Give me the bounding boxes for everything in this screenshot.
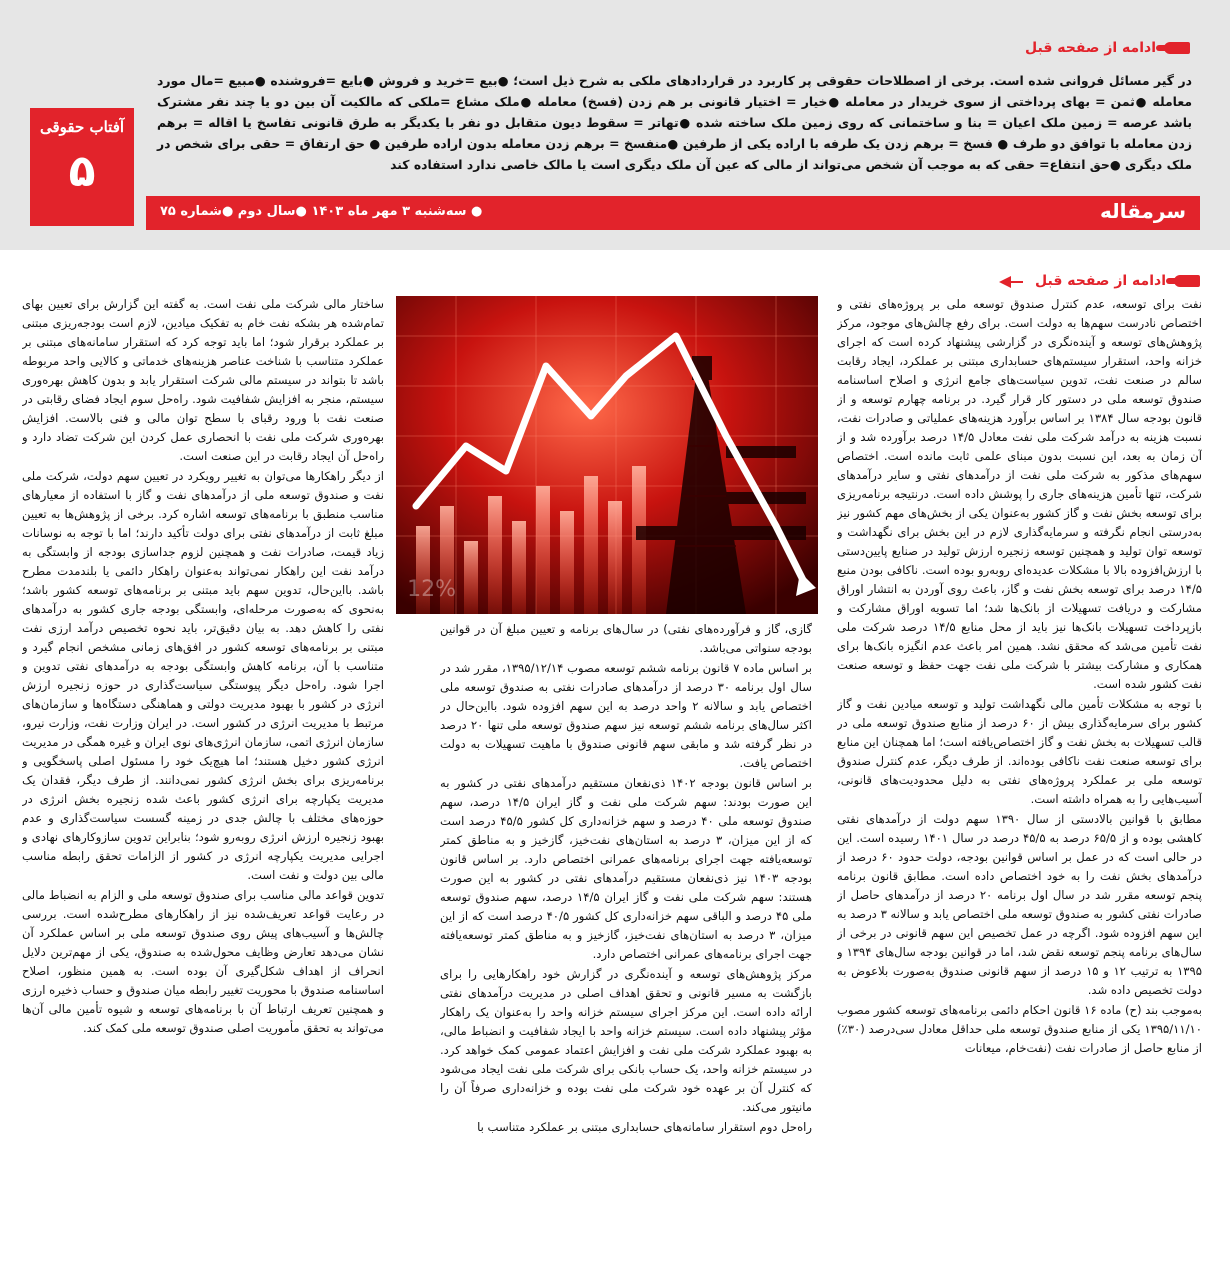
paragraph: بر اساس ماده ۷ قانون برنامه ششم توسعه مصوب ۱۳۹۵/۱۲/۱۴، مقرر شد در سال اول برنامه ۳۰ درصد از درآمدهای صادرات نفتی به صندوق توسعه ملی اختصاص یابد و سالانه ۲ واحد درصد به این سهم افزوده شود. بااین‌حال در اکثر سال‌های برنامه ششم توسعه نیز سهم صندوق توسعه ملی تنها ۲۰ درصد در نظر گرفته شد و مابقی سهم قانونی صندوق با ماهیت تسهیلات به دولت اختصاص یافت. — [440, 661, 812, 770]
pointing-hand-icon — [1174, 275, 1200, 287]
paragraph: بر اساس قانون بودجه ۱۴۰۲ ذی‌نفعان مستقیم درآمدهای نفتی در کشور به این صورت بودند: سهم شرکت ملی نفت و گاز ایران ۱۴/۵ درصد، سهم صندوق توسعه ملی ۴۰ درصد و سهم خزانه‌داری کل کشور ۴۵/۵ درصد است که از این میزان، ۳ درصد به استان‌های نفت‌خیز، گازخیز و به مناطق کمتر توسعه‌یافته جهت اجرای برنامه‌های عمرانی اختصاص دارد. بر اساس قانون بودجه ۱۴۰۳ نیز ذی‌نفعان مستقیم درآمدهای نفتی در کشور به این صورت هستند: سهم شرکت ملی نفت و گاز ایران ۱۴/۵ درصد، سهم صندوق توسعه ملی ۴۵ درصد و الباقی سهم خزانه‌داری کل کشور ۴۰/۵ درصد است که از این میزان، ۳ درصد به استان‌های نفت‌خیز، گازخیز و به مناطق کمتر توسعه‌یافته جهت اجرای برنامه‌های عمرانی اختصاص دارد. — [440, 776, 812, 961]
article-column-left — [22, 295, 384, 1277]
arrow-left-icon — [999, 276, 1011, 288]
issue-date: ● سه‌شنبه ۳ مهر ماه ۱۴۰۳ ●سال دوم ●شماره ۷۵ — [160, 204, 483, 219]
body-continued-label: ادامه از صفحه قبل — [1035, 273, 1166, 289]
header-band — [0, 0, 1230, 250]
photo-overlay-text: 12% — [407, 577, 456, 602]
paragraph: با توجه به مشکلات تأمین مالی نگهداشت تولید و توسعه میادین نفت و گاز کشور برای سرمایه‌گذاری بیش از ۶۰ درصد از منابع صندوق توسعه ملی در قالب تسهیلات به بخش نفت و گاز اختصاص‌یافته است؛ اما همچنان این منابع برای توسعه صنعت نفت ناکافی بوده‌اند. از طرف دیگر، عدم کنترل صندوق توسعه ملی بر عملکرد پروژه‌های نفتی به دلیل محدودیت‌های قانونی، آسیب‌هایی را به همراه داشته است. — [837, 697, 1202, 806]
section-title: سرمقاله — [1099, 199, 1186, 223]
paragraph: به‌موجب بند (ح) ماده ۱۶ قانون احکام دائمی برنامه‌های توسعه کشور مصوب ۱۳۹۵/۱۱/۱۰ یکی از منابع صندوق توسعه ملی حداقل معادل سی‌درصد (۳۰٪) از منابع حاصل از صادرات نفت (نفت‌خام، میعانات — [837, 1003, 1202, 1055]
page-number: ۵ — [68, 145, 96, 197]
legal-glossary: در گیر مسائل فروانی شده است. برخی از اصطلاحات حقوقی پر کاربرد در قراردادهای ملکی به شرح ذیل است؛ ●بیع =خرید و فروش ●بایع =فروشنده ●مبیع =مال مورد معامله ●ثمن = بهای پرداختی از سوی خریدار در معامله ●خیار = اختیار قانونی بر هم زدن (فسخ) معامله ●ملک مشاع =ملکی که مالکیت آن بین دو یا چند نفر مشترک باشد عرصه = زمین ملک اعیان = بنا و ساختمانی که روی زمین ملک ساخته شده ●تهاتر = سقوط دیون متقابل دو نفر با یکدیگر به طرق قانونی تفاسخ یا اقاله = برهم زدن معامله با توافق دو طرف ● فسخ = برهم زدن یک طرفه با اراده یکی از طرفین ●منفسخ = برهم زدن معامله بدون اراده طرفین ● حق ارتفاق = حقی برای شخص در ملک دیگری ●حق انتفاع= حقی که به موجب آن شخص می‌تواند از مالی که عین آن ملک دیگری است یا مالک خاصی ندارد استفاده کند — [157, 73, 1192, 172]
photo-illustration — [396, 296, 818, 614]
paragraph: از دیگر راهکارها می‌توان به تغییر رویکرد در تعیین سهم دولت، شرکت ملی نفت و صندوق توسعه ملی از درآمدهای نفت و گاز با استفاده از معیارهای مناسب منطبق با برنامه‌های توسعه اشاره کرد. برخی از پژوهش‌ها به تعیین مبلغ ثابت از درآمدهای نفتی برای دولت تأکید دارند؛ اما با توجه به نوسانات زیاد قیمت، صادرات نفت و همچنین لزوم جداسازی بودجه از وابستگی به درآمد نفت این راهکار نمی‌تواند به‌عنوان راهکار دائمی یا بلندمدت مطرح باشد. بااین‌حال، تدوین سهم باید مبتنی بر برنامه‌های توسعه کشور باشد؛ به‌نحوی که به‌صورت مرحله‌ای، وابستگی بودجه جاری کشور به درآمدهای نفتی را کاهش دهد. به بیان دقیق‌تر، باید نحوه تخصیص درآمد ارزی نفت مبتنی بر برنامه‌های توسعه کشور در افق‌های زمانی مشخص انجام گیرد و متناسب با آن، برنامه کاهش وابستگی بودجه به درآمدهای نفتی تدوین و اجرا شود. راه‌حل دیگر پیوستگی سیاست‌گذاری در حوزه زنجیره ارزش انرژی در کشور با بهبود مدیریت دولتی و هماهنگی دستگاه‌ها و سازمان‌های مرتبط با مدیریت انرژی در کشور است. در ایران وزارت نفت، وزارت نیرو، سازمان انرژی اتمی، سازمان انرژی‌های نوی ایران و غیره همگی در مدیریت انرژی کشور دخیل هستند؛ اما هیچ‌یک خود را مسئول اصلی پاسخگویی و برنامه‌ریزی برای بخش انرژی کشور نمی‌دانند. از طرف دیگر، فقدان یک مدیریت یکپارچه برای انرژی کشور باعث شده زنجیره بخش انرژی در حوزه‌های مختلف با چالش جدی در زمینه گسست سیاست‌گذاری و عدم بهبود زنجیره ارزش انرژی روبه‌رو شود؛ بنابراین تدوین سازوکارهای نهادی و اجرایی مدیریت یکپارچه انرژی در کشور از الزامات تحقق رابطه مناسب مالی بین دولت و نفت است. — [22, 469, 384, 882]
paragraph: مرکز پژوهش‌های توسعه و آینده‌نگری در گزارش خود راهکارهایی را برای بازگشت به مسیر قانونی و تحقق اهداف اصلی در مدیریت درآمدهای نفتی ارائه داده است. این مرکز اجرای سیستم خزانه واحد را به‌عنوان یک راهکار مؤثر پیشنهاد داده است. سیستم خزانه واحد با ایجاد شفافیت و انضباط مالی، به بهبود عملکرد شرکت ملی نفت و افزایش اعتماد عمومی کمک خواهد کرد. در سیستم خزانه واحد، یک حساب بانکی برای شرکت ملی نفت ایجاد می‌شود که کنترل آن بر عهده خود شرکت ملی نفت بوده و خزانه‌داری صرفاً آن را مانیتور می‌کند. — [440, 967, 812, 1114]
continued-marker — [1025, 40, 1190, 56]
article-column-middle — [440, 620, 812, 1277]
paragraph: تدوین قواعد مالی مناسب برای صندوق توسعه ملی و الزام به انضباط مالی در رعایت قواعد تعریف‌شده نیز از راهکارهای مطرح‌شده است. بررسی چالش‌ها و آسیب‌های پیش روی صندوق توسعه ملی بر اساس عملکرد آن نشان می‌دهد تعارض وظایف محول‌شده به صندوق، یکی از مهم‌ترین دلایل انحراف از اهداف شکل‌گیری آن بوده است. به همین منظور، اصلاح اساسنامه صندوق با محوریت تغییر رابطه میان صندوق و حساب ذخیره ارزی و همچنین تعریف ارتباط آن با برنامه‌های توسعه و شیوه تأمین مالی آن‌ها می‌تواند به تحقق مأموریت اصلی صندوق توسعه ملی کمک کند. — [22, 888, 384, 1035]
oil-chart-photo — [396, 296, 818, 614]
body-continued-marker — [1035, 273, 1200, 289]
logo-title: آفتاب حقوقی — [39, 118, 125, 136]
publication-logo — [30, 108, 134, 226]
paragraph: مطابق با قوانین بالادستی از سال ۱۳۹۰ سهم دولت از درآمدهای نفتی کاهشی بوده و از ۶۵/۵ درصد به ۴۵/۵ درصد در سال ۱۴۰۱ رسیده است. این در حالی است که در عمل بر اساس قوانین بودجه، دولت حدود ۶۰ درصد از درآمدهای بخش نفت را به خود اختصاص داده است. مطابق قانون برنامه پنجم توسعه مقرر شد در سال اول برنامه ۲۰ درصد از درآمدهای حاصل از صادرات نفتی کشور به صندوق توسعه ملی اختصاص یابد و سالانه ۳ درصد به این سهم افزوده شود. اگرچه در عمل تخصیص این سهم قانونی در برخی از سال‌های برنامه پنجم توسعه نقض شد، اما در قوانین بودجه سال‌های ۱۳۹۴ و ۱۳۹۵ به ترتیب ۱۲ و ۱۵ درصد از سهم قانونی صندوق به‌صورت بلاعوض به دولت تخصیص داده شد. — [837, 812, 1202, 997]
article-column-right — [837, 295, 1202, 1277]
continued-label: ادامه از صفحه قبل — [1025, 40, 1156, 56]
meta-bar — [146, 196, 1200, 230]
pointing-hand-icon — [1164, 42, 1190, 54]
paragraph: راه‌حل دوم استقرار سامانه‌های حسابداری مبتنی بر عملکرد متناسب با — [477, 1120, 812, 1134]
paragraph: نفت برای توسعه، عدم کنترل صندوق توسعه ملی بر پروژه‌های نفتی و اختصاص نادرست سهم‌ها به دولت است. برای رفع چالش‌های موجود، مرکز پژوهش‌های توسعه و آینده‌نگری در گزارشی پیشنهاد کرده است که اجرای خزانه واحد، استقرار سیستم‌های حسابداری مبتنی بر عملکرد، ایجاد رقابت سالم در صنعت نفت، تدوین سیاست‌های جامع انرژی و اصلاح اساسنامه صندوق توسعه ملی در دستور کار قرار گیرد. در برنامه چهارم توسعه و از قانون بودجه سال ۱۳۸۴ بر اساس برآورد هزینه‌های عملیاتی و صادرات نفت، نسبت هزینه به درآمد شرکت ملی نفت معادل ۱۴/۵ درصد برآورده شد و از آن زمان به بعد، این نسبت بدون مبنای علمی ثابت مانده است. اختصاص سهم‌های مذکور به شرکت ملی نفت از درآمدهای نفتی و سایر درآمدهای شرکت، تنها تأمین هزینه‌های جاری را پوشش داده است. درنتیجه برنامه‌ریزی برای توسعه بخش نفت و گاز کشور به‌عنوان یکی از بخش‌های مهم کشور نیز به‌درستی انجام نگرفته و سرمایه‌گذاری لازم در این بخش برای نگهداشت و توسعه توان تولید و همچنین توسعه زنجیره ارزش تولید در صنایع پایین‌دستی با ارزش‌افزوده بالا با مشکلات عدیده‌ای روبه‌رو بوده است. ناکافی بودن منبع ۱۴/۵ درصد برای توسعه بخش نفت و گاز، باعث روی آوردن به انتشار اوراق مشارکت و دریافت تسهیلات از بانک‌ها شد؛ اما تسویه اوراق مشارکت و بازپرداخت تسهیلات بانک‌ها نیز باید از محل منابع ۱۴/۵ درصد شرکت ملی نفت تأمین می‌شد که محقق نشد. همین امر باعث عدم انگیزه بانک‌ها برای همکاری و مشارکت بیشتر با شرکت ملی نفت جهت حفظ و توسعه صنعت نفت کشور شده است. — [837, 297, 1202, 691]
paragraph: ساختار مالی شرکت ملی نفت است. به گفته این گزارش برای تعیین بهای تمام‌شده هر بشکه نفت خام به تفکیک میادین، لازم است بودجه‌ریزی مبتنی بر عملکرد برقرار شود؛ اما باید توجه کرد که استقرار سامانه‌های مبتنی بر عملکرد متناسب با شناخت عناصر هزینه‌های خدماتی و کالایی واحد مربوطه باشد تا بتواند در سیستم مالی شرکت استقرار یابد و بدون کاهش بهره‌وری سیستم، منجر به افزایش شفافیت شود. راه‌حل سوم ایجاد فضای رقابتی در صنعت نفت با ورود رقبای با سطح توان مالی و فنی بالاست. افزایش بهره‌وری شرکت ملی نفت با انحصاری عمل کردن این شرکت تضاد دارد و راه‌حل آن ایجاد رقابت در این صنعت است. — [22, 297, 384, 463]
paragraph: گازی، گاز و فرآورده‌های نفتی) در سال‌های برنامه و تعیین مبلغ آن در قوانین بودجه سنواتی می‌باشد. — [440, 622, 812, 655]
